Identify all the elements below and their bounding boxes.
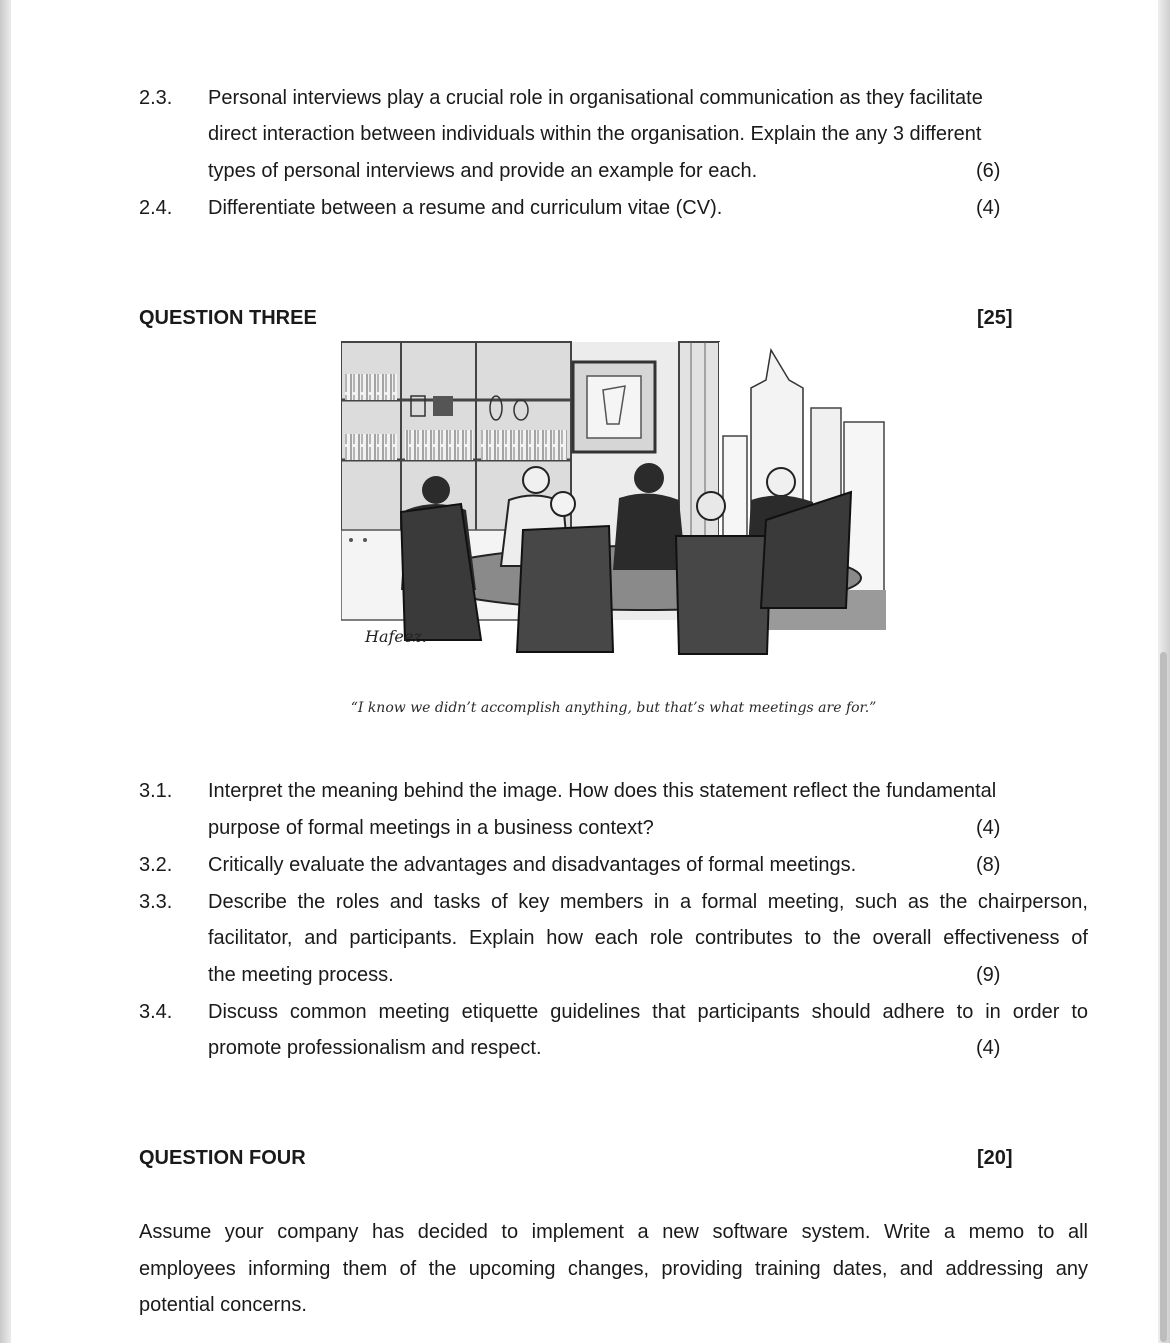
meeting-cartoon bbox=[341, 340, 886, 670]
item-marks: (6) bbox=[976, 160, 1001, 182]
item-number: 3.2. bbox=[139, 854, 173, 876]
item-text-line: types of personal interviews and provide an example for each. bbox=[208, 160, 758, 182]
item-marks: (4) bbox=[976, 817, 1001, 839]
item-text-line: Describe the roles and tasks of key members in a formal meeting, such as the chairperson, bbox=[208, 891, 1088, 913]
item-number: 2.3. bbox=[139, 87, 173, 109]
question-four-heading: QUESTION FOUR bbox=[139, 1147, 306, 1169]
question-four-total: [20] bbox=[977, 1147, 1013, 1169]
item-text-line: Differentiate between a resume and curriculum vitae (CV). bbox=[208, 197, 723, 219]
page-left-shadow bbox=[0, 0, 11, 1343]
item-text-line: the meeting process. bbox=[208, 964, 394, 986]
question-three-total: [25] bbox=[977, 307, 1013, 329]
item-number: 3.3. bbox=[139, 891, 173, 913]
cartoon-signature: Hafeez. bbox=[365, 627, 427, 646]
cartoon-caption: “I know we didn’t accomplish anything, but that’s what meetings are for.” bbox=[350, 700, 877, 716]
item-text-line: direct interaction between individuals within the organisation. Explain the any 3 different bbox=[208, 123, 982, 145]
item-number: 3.1. bbox=[139, 780, 173, 802]
meeting-cartoon-drawing bbox=[341, 340, 886, 670]
item-number: 2.4. bbox=[139, 197, 173, 219]
item-marks: (4) bbox=[976, 197, 1001, 219]
item-marks: (8) bbox=[976, 854, 1001, 876]
item-marks: (9) bbox=[976, 964, 1001, 986]
item-marks: (4) bbox=[976, 1037, 1001, 1059]
vertical-scrollbar[interactable] bbox=[1160, 652, 1167, 1342]
item-text-line: facilitator, and participants. Explain how each role contributes to the overall effectiveness of bbox=[208, 927, 1088, 949]
item-number: 3.4. bbox=[139, 1001, 173, 1023]
item-text-line: Critically evaluate the advantages and disadvantages of formal meetings. bbox=[208, 854, 857, 876]
item-text-line: Personal interviews play a crucial role in organisational communication as they facilitate bbox=[208, 87, 983, 109]
item-text-line: Interpret the meaning behind the image. How does this statement reflect the fundamental bbox=[208, 780, 997, 802]
paragraph-line: potential concerns. bbox=[139, 1294, 307, 1316]
question-three-heading: QUESTION THREE bbox=[139, 307, 317, 329]
item-text-line: Discuss common meeting etiquette guidelines that participants should adhere to in order to bbox=[208, 1001, 1088, 1023]
paragraph-line: employees informing them of the upcoming changes, providing training dates, and addressing any bbox=[139, 1258, 1088, 1280]
item-text-line: purpose of formal meetings in a business context? bbox=[208, 817, 654, 839]
paragraph-line: Assume your company has decided to implement a new software system. Write a memo to all bbox=[139, 1221, 1088, 1243]
item-text-line: promote professionalism and respect. bbox=[208, 1037, 542, 1059]
